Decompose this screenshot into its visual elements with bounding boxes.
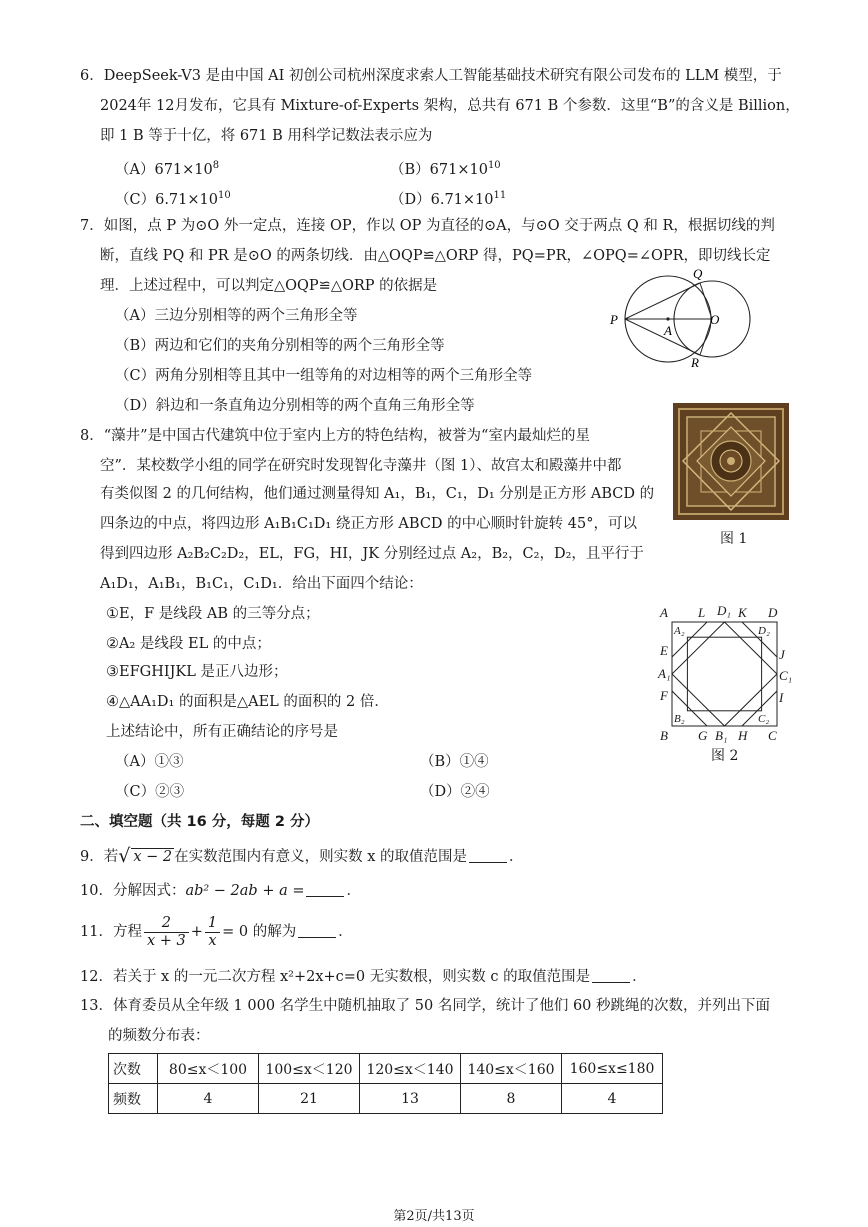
- q6-option-d: $(D)6.71\times 10^{11}$: [390, 190, 507, 208]
- q12-text: 12．若关于 x 的一元二次方程 x²+2x+c=0 无实数根，则实数 c 的取值范围是: [80, 969, 591, 985]
- q6-line2: 2024年 12月发布，它具有 Mixture-of-Experts 架构，总共有 671 B 个参数．这里“B”的含义是 Billion，: [100, 98, 800, 114]
- q8-conclusion-4: ④△AA₁D₁ 的面积是△AEL 的面积的 2 倍．: [106, 694, 389, 710]
- frequency-table: [108, 1053, 663, 1114]
- label-E: E: [660, 643, 668, 658]
- q9-text: 在实数范围内有意义，则实数 x 的取值范围是: [174, 849, 468, 865]
- q8-line6: A₁D₁，A₁B₁，B₁C₁，C₁D₁．给出下面四个结论：: [100, 576, 423, 592]
- q8-line5: 得到四边形 A₂B₂C₂D₂，EL，FG，HI，JK 分别经过点 A₂，B₂，C₂，D₂，且平行于: [100, 546, 644, 562]
- q8-conclusion-1: ①E，F 是线段 AB 的三等分点；: [106, 606, 320, 622]
- point-a: [666, 317, 669, 320]
- q8-option-b: （B）①④: [420, 754, 489, 770]
- label-p: P: [610, 312, 618, 327]
- q8-conclusion-2: ②A₂ 是线段 EL 的中点；: [106, 636, 271, 652]
- tangent-pr: [625, 319, 700, 355]
- q12-end: ．: [632, 969, 647, 985]
- figure-2-caption: 图 2: [711, 748, 739, 764]
- table-row: [109, 1054, 663, 1084]
- table-interval: 80≤x＜100: [158, 1054, 259, 1084]
- label-q: Q: [693, 266, 703, 281]
- table-frequency: 8: [461, 1084, 562, 1114]
- figure-1-caption: 图 1: [720, 531, 748, 547]
- q13-line2: 的频数分布表：: [108, 1028, 210, 1044]
- table-header-count: 次数: [109, 1054, 158, 1084]
- q8-conclusion-3: ③EFGHIJKL 是正八边形；: [106, 664, 288, 680]
- tangent-pq: [625, 283, 700, 319]
- q7-line2: 断，直线 PQ 和 PR 是⊙O 的两条切线．由△OQP≌△ORP 得，PQ=PR，∠OPQ=∠OPR，即切线长定: [100, 248, 771, 264]
- q10-expression: ab² − 2ab + a =: [185, 883, 305, 899]
- q11-fraction-2: [205, 915, 220, 950]
- section-2-heading: 二、填空题（共 16 分，每题 2 分）: [80, 814, 319, 830]
- q10: [80, 881, 361, 901]
- q11-answer-blank[interactable]: [298, 923, 336, 938]
- table-frequency: 4: [562, 1084, 663, 1114]
- table-frequency: 4: [158, 1084, 259, 1114]
- table-row: [109, 1084, 663, 1114]
- q11-fraction-1: [144, 915, 189, 950]
- label-C1: C₁: [779, 668, 793, 683]
- label-B: B: [660, 728, 668, 743]
- q7-option-a: （A）三边分别相等的两个三角形全等: [115, 308, 358, 324]
- q6-line1: 6．DeepSeek-V3 是由中国 AI 初创公司杭州深度求索人工智能基础技术研究有限公司发布的 LLM 模型，于: [80, 68, 782, 84]
- q11-den-2: x: [208, 932, 217, 949]
- label-r: R: [691, 355, 699, 370]
- table-frequency: 13: [360, 1084, 461, 1114]
- q9-answer-blank[interactable]: [469, 848, 507, 863]
- q8-line1: 8．“藻井”是中国古代建筑中位于室内上方的特色结构，被誉为“室内最灿烂的星: [80, 428, 590, 444]
- q7-tangent-figure: [600, 262, 780, 372]
- q11-end: ．: [338, 924, 353, 940]
- radical-sign: √: [118, 845, 131, 867]
- table-interval: 140≤x＜160: [461, 1054, 562, 1084]
- label-A2: A₂: [674, 625, 685, 637]
- table-interval: 120≤x＜140: [360, 1054, 461, 1084]
- q8-option-d: （D）②④: [420, 784, 490, 800]
- q8-line4: 四条边的中点，将四边形 A₁B₁C₁D₁ 绕正方形 ABCD 的中心顺时针旋转 45°，可以: [100, 516, 637, 532]
- table-header-frequency: 频数: [109, 1084, 158, 1114]
- label-o: O: [710, 312, 720, 327]
- q7-option-d: （D）斜边和一条直角边分别相等的两个直角三角形全等: [115, 398, 475, 414]
- label-K: K: [738, 605, 747, 620]
- q8-octagon-figure: [652, 602, 802, 744]
- label-D1: D₁: [717, 603, 731, 618]
- label-B1: B₁: [715, 728, 728, 743]
- label-J: J: [779, 647, 785, 662]
- q10-prefix: 10．分解因式：: [80, 883, 186, 899]
- q8-option-a: （A）①③: [115, 754, 184, 770]
- label-C: C: [768, 728, 777, 743]
- q11-den-1: x + 3: [146, 932, 186, 949]
- q10-end: ．: [346, 883, 361, 899]
- table-interval: 160≤x≤180: [562, 1054, 663, 1084]
- q6-option-c: $(C)6.71\times 10^{10}$: [115, 190, 231, 208]
- label-D: D: [768, 605, 778, 620]
- q7-option-c: （C）两角分别相等且其中一组等角的对边相等的两个三角形全等: [115, 368, 533, 384]
- label-L: L: [698, 605, 706, 620]
- label-F: F: [660, 688, 668, 703]
- q9-radicand: x − 2: [133, 849, 173, 865]
- label-H: H: [738, 728, 748, 743]
- q12-answer-blank[interactable]: [592, 968, 630, 983]
- q13-line1: 13．体育委员从全年级 1 000 名学生中随机抽取了 50 名同学，统计了他们 60 秒跳绳的次数，并列出下面: [80, 998, 771, 1014]
- label-a: A: [664, 323, 672, 338]
- label-C2: C₂: [758, 713, 770, 725]
- q9: [80, 846, 524, 867]
- q6-option-a: $(A)671\times 10^8$: [115, 160, 220, 178]
- q6-option-b: $(B)671\times 10^{10}$: [390, 160, 501, 178]
- label-B2: B₂: [674, 713, 685, 725]
- q8-question: 上述结论中，所有正确结论的序号是: [106, 724, 338, 740]
- q7-line3: 理．上述过程中，可以判定△OQP≌△ORP 的依据是: [100, 278, 438, 294]
- q11-prefix: 11．方程: [80, 924, 142, 940]
- q8-line3: 有类似图 2 的几何结构，他们通过测量得知 A₁，B₁，C₁，D₁ 分别是正方形 ABCD 的: [100, 486, 655, 502]
- label-A: A: [660, 605, 668, 620]
- q12: [80, 967, 647, 987]
- q7-line1: 7．如图，点 P 为⊙O 外一定点，连接 OP，作以 OP 为直径的⊙A，与⊙O 交于两点 Q 和 R，根据切线的判: [80, 218, 775, 234]
- q10-answer-blank[interactable]: [306, 882, 344, 897]
- q9-end: ．: [509, 849, 524, 865]
- page-footer: 第2页/共13页: [393, 1209, 475, 1224]
- caisson-ceiling-photo: [673, 403, 789, 520]
- label-D2: D₂: [758, 625, 770, 637]
- q8-option-c: （C）②③: [115, 784, 185, 800]
- table-interval: 100≤x＜120: [259, 1054, 360, 1084]
- table-frequency: 21: [259, 1084, 360, 1114]
- q8-line2: 空”．某校数学小组的同学在研究时发现智化寺藻井（图 1）、故宫太和殿藻井中都: [100, 458, 622, 474]
- q11-num-1: 2: [144, 915, 189, 933]
- q9-prefix: 9．若: [80, 849, 119, 865]
- q11-text: = 0 的解为: [222, 924, 297, 940]
- q11-plus: +: [190, 924, 203, 940]
- q11-num-2: 1: [205, 915, 220, 933]
- label-A1: A₁: [658, 666, 671, 681]
- q11: [80, 912, 353, 952]
- q6-line3: 即 1 B 等于十亿，将 671 B 用科学记数法表示应为: [100, 128, 433, 144]
- label-I: I: [779, 690, 784, 705]
- q7-option-b: （B）两边和它们的夹角分别相等的两个三角形全等: [115, 338, 445, 354]
- label-G: G: [698, 728, 708, 743]
